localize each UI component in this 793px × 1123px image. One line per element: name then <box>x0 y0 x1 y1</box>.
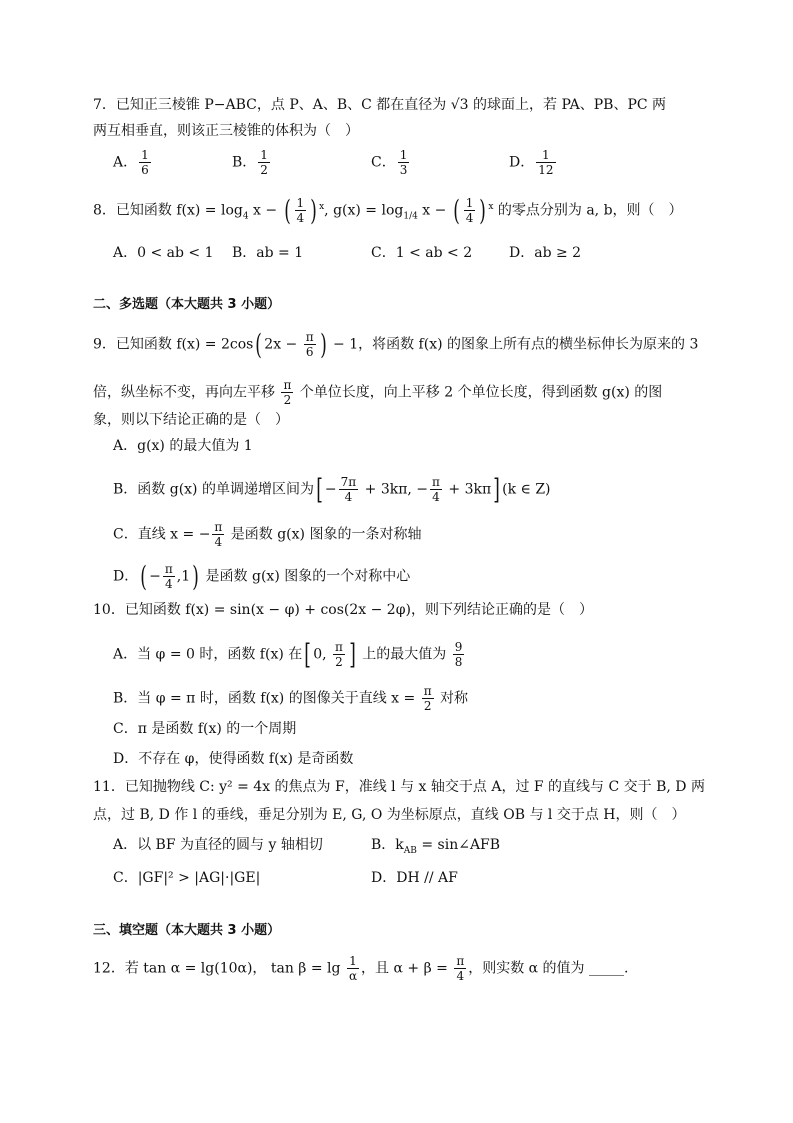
q9-option-b: B．函数 g(x) 的单调递增区间为[ − $\frac{7\pi}{4}$ + 3kπ, − $\frac{\pi}{4}$ + 3kπ] (k ∈ Z) <box>113 472 551 506</box>
q9-line2: 倍，纵坐标不变，再向左平移 $\frac{\pi}{2}$ 个单位长度，向上平移 2 个单位长度，得到函数 g(x) 的图 <box>93 378 663 407</box>
section-heading-fill-blank: 三、填空题（本大题共 3 小题） <box>93 923 281 938</box>
q9-line3: 象，则以下结论正确的是（ ） <box>93 412 289 428</box>
q11-line1: 11．已知抛物线 C: y² = 4x 的焦点为 F，准线 l 与 x 轴交于点 A，过 F 的直线与 C 交于 B, D 两 <box>93 779 705 795</box>
q7-line2: 两互相垂直，则该正三棱锥的体积为（ ） <box>93 123 359 139</box>
q7-option-d: D． $\frac{1}{12}$ <box>509 148 554 177</box>
q9-option-d: D．( − $\frac{\pi}{4}$ ,1) 是函数 g(x) 图象的一个对称中心 <box>113 559 411 593</box>
q11-line2: 点，过 B, D 作 l 的垂线，垂足分别为 E, G, O 为坐标原点，直线 OB 与 l 交于点 H，则（ ） <box>93 807 686 823</box>
section-heading-multiple-choice: 二、多选题（本大题共 3 小题） <box>93 297 281 312</box>
q11-option-d: D．DH // AF <box>371 870 458 886</box>
q10-stem: 10．已知函数 f(x) = sin(x − φ) + cos(2x − 2φ)，则下列结论正确的是（ ） <box>93 602 593 618</box>
q11-option-b: B．$k_{AB}$ = sin∠AFB <box>371 837 501 856</box>
q9-option-c: C．直线 x = − $\frac{\pi}{4}$ 是函数 g(x) 图象的一条对称轴 <box>113 520 422 549</box>
q9-line1: 9．已知函数 f(x) = 2cos( 2x − $\frac{\pi}{6}$ ) − 1，将函数 f(x) 的图象上所有点的横坐标伸长为原来的 3 <box>93 327 699 361</box>
q8-option-c: C．1 < ab < 2 <box>371 245 473 261</box>
q9-option-a: A．g(x) 的最大值为 1 <box>113 438 253 454</box>
q8-option-a: A．0 < ab < 1 <box>113 245 214 261</box>
q11-option-a: A．以 BF 为直径的圆与 y 轴相切 <box>113 837 323 853</box>
q11-option-c: C．|GF|² > |AG|·|GE| <box>113 870 261 886</box>
q12-stem: 12．若 tan α = lg(10α)， tan β = lg $\frac{1}{\alpha}$ ，且 α + β = $\frac{\pi}{4}$ ，则实数 α 的值为 _____. <box>93 954 629 983</box>
q8-option-b: B．ab = 1 <box>232 245 304 261</box>
q10-option-c: C．π 是函数 f(x) 的一个周期 <box>113 721 297 737</box>
q10-option-d: D．不存在 φ，使得函数 f(x) 是奇函数 <box>113 751 354 767</box>
q7-line1: 7．已知正三棱锥 P−ABC，点 P、A、B、C 都在直径为 √3 的球面上，若 PA、PB、PC 两 <box>93 97 667 113</box>
q8-option-d: D．ab ≥ 2 <box>509 245 582 261</box>
q8-stem: 8．已知函数 $f(x) = \log_4 x$ − ( $\frac{1}{4}$ ) $^x$, $g(x) = \log_{1/4} x$ − ( $\frac{1}{4}$ ) $^x$ 的零点分别为 a, b，则（ ） <box>93 193 683 227</box>
q7-option-c: C． $\frac{1}{3}$ <box>371 148 408 177</box>
q10-option-a: A．当 φ = 0 时，函数 f(x) 在[ 0, $\frac{\pi}{2}$ ] 上的最大值为 $\frac{9}{8}$ <box>113 637 463 671</box>
q10-option-b: B．当 φ = π 时，函数 f(x) 的图像关于直线 x = $\frac{\pi}{2}$ 对称 <box>113 684 469 713</box>
q7-option-a: A． $\frac{1}{6}$ <box>113 148 149 177</box>
q7-option-b: B． $\frac{1}{2}$ <box>232 148 268 177</box>
